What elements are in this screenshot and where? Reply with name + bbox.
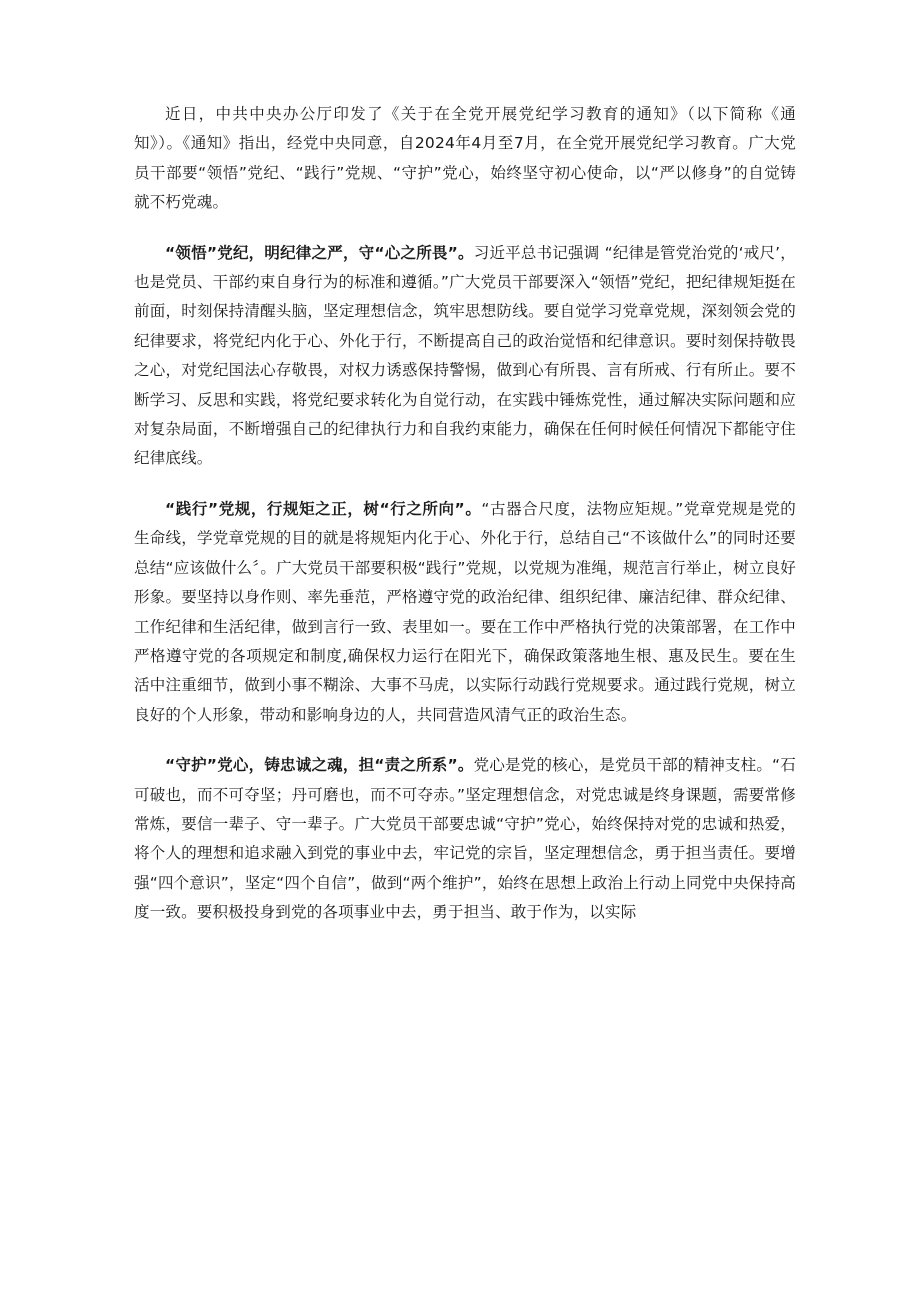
paragraph-text: “古器合尺度，法物应矩规。”党章党规是党的生命线，学党章党规的目的就是将规矩内化于心、外化于行，总结自己“不该做什么”的同时还要总结“应该做什么〞。广大党员干部要积极“践行”党规，以党规为准绳，规范言行举止，树立良好形象。要坚持以身作则、率先垂范，严格遵守党的政治纪律、组织纪律、廉洁纪律、群众纪律、工作纪律和生活纪律，做到言行一致、表里如一。要在工作中严格执行党的决策部署，在工作中严格遵守党的各项规定和制度,确保权力运行在阳光下，确保政策落地生根、惠及民生。要在生活中注重细节，做到小事不糊涂、大事不马虎，以实际行动践行党规要求。通过践行党规，树立良好的个人形象，带动和影响身边的人，共同营造风清气正的政治生态。 xyxy=(134,499,796,724)
paragraph-title: “践行”党规，行规矩之正，树“行之所向”。 xyxy=(165,499,482,518)
paragraph-shouhu xyxy=(134,751,796,927)
document-body xyxy=(134,100,796,928)
paragraph-text: 近日，中共中央办公厅印发了《关于在全党开展党纪学习教育的通知》（以下简称《通知》）。《通知》指出，经党中央同意，自2024年4月至7月，在全党开展党纪学习教育。广大党员干部要“领悟”党纪、“践行”党规、“守护”党心，始终坚守初心使命，以“严以修身”的自觉铸就不朽党魂。 xyxy=(134,105,796,212)
paragraph-text: 党心是党的核心，是党员干部的精神支柱。“石可破也，而不可夺坚；丹可磨也，而不可夺赤。”坚定理想信念，对党忠诚是终身课题，需要常修常炼，要信一辈子、守一辈子。广大党员干部要忠诚“守护”党心，始终保持对党的忠诚和热爱，将个人的理想和追求融入到党的事业中去，牢记党的宗旨，坚定理想信念，勇于担当责任。要增强“四个意识”，坚定“四个自信”，做到“两个维护”，始终在思想上政治上行动上同党中央保持高度一致。要积极投身到党的各项事业中去，勇于担当、敢于作为，以实际 xyxy=(134,756,796,922)
paragraph-text: 习近平总书记强调 “纪律是管党治党的‘戒尺’，也是党员、干部约束自身行为的标准和遵循。”广大党员干部要深入“领悟”党纪，把纪律规矩挺在前面，时刻保持清醒头脑，坚定理想信念，筑牢思想防线。要自觉学习党章党规，深刻领会党的纪律要求，将党纪内化于心、外化于行，不断提高自己的政治觉悟和纪律意识。要时刻保持敬畏之心，对党纪国法心存敬畏，对权力诱惑保持警惕，做到心有所畏、言有所戒、行有所止。要不断学习、反思和实践，将党纪要求转化为自觉行动，在实践中锤炼党性，通过解决实际问题和应对复杂局面，不断增强自己的纪律执行力和自我约束能力，确保在任何时候任何情况下都能守住纪律底线。 xyxy=(134,243,796,468)
paragraph-title: “守护”党心，铸忠诚之魂，担“责之所系”。 xyxy=(165,756,474,775)
paragraph-title: “领悟”党纪，明纪律之严，守“心之所畏”。 xyxy=(165,243,474,262)
paragraph-intro xyxy=(134,100,796,218)
paragraph-jianxing xyxy=(134,495,796,730)
paragraph-lingwu xyxy=(134,239,796,474)
